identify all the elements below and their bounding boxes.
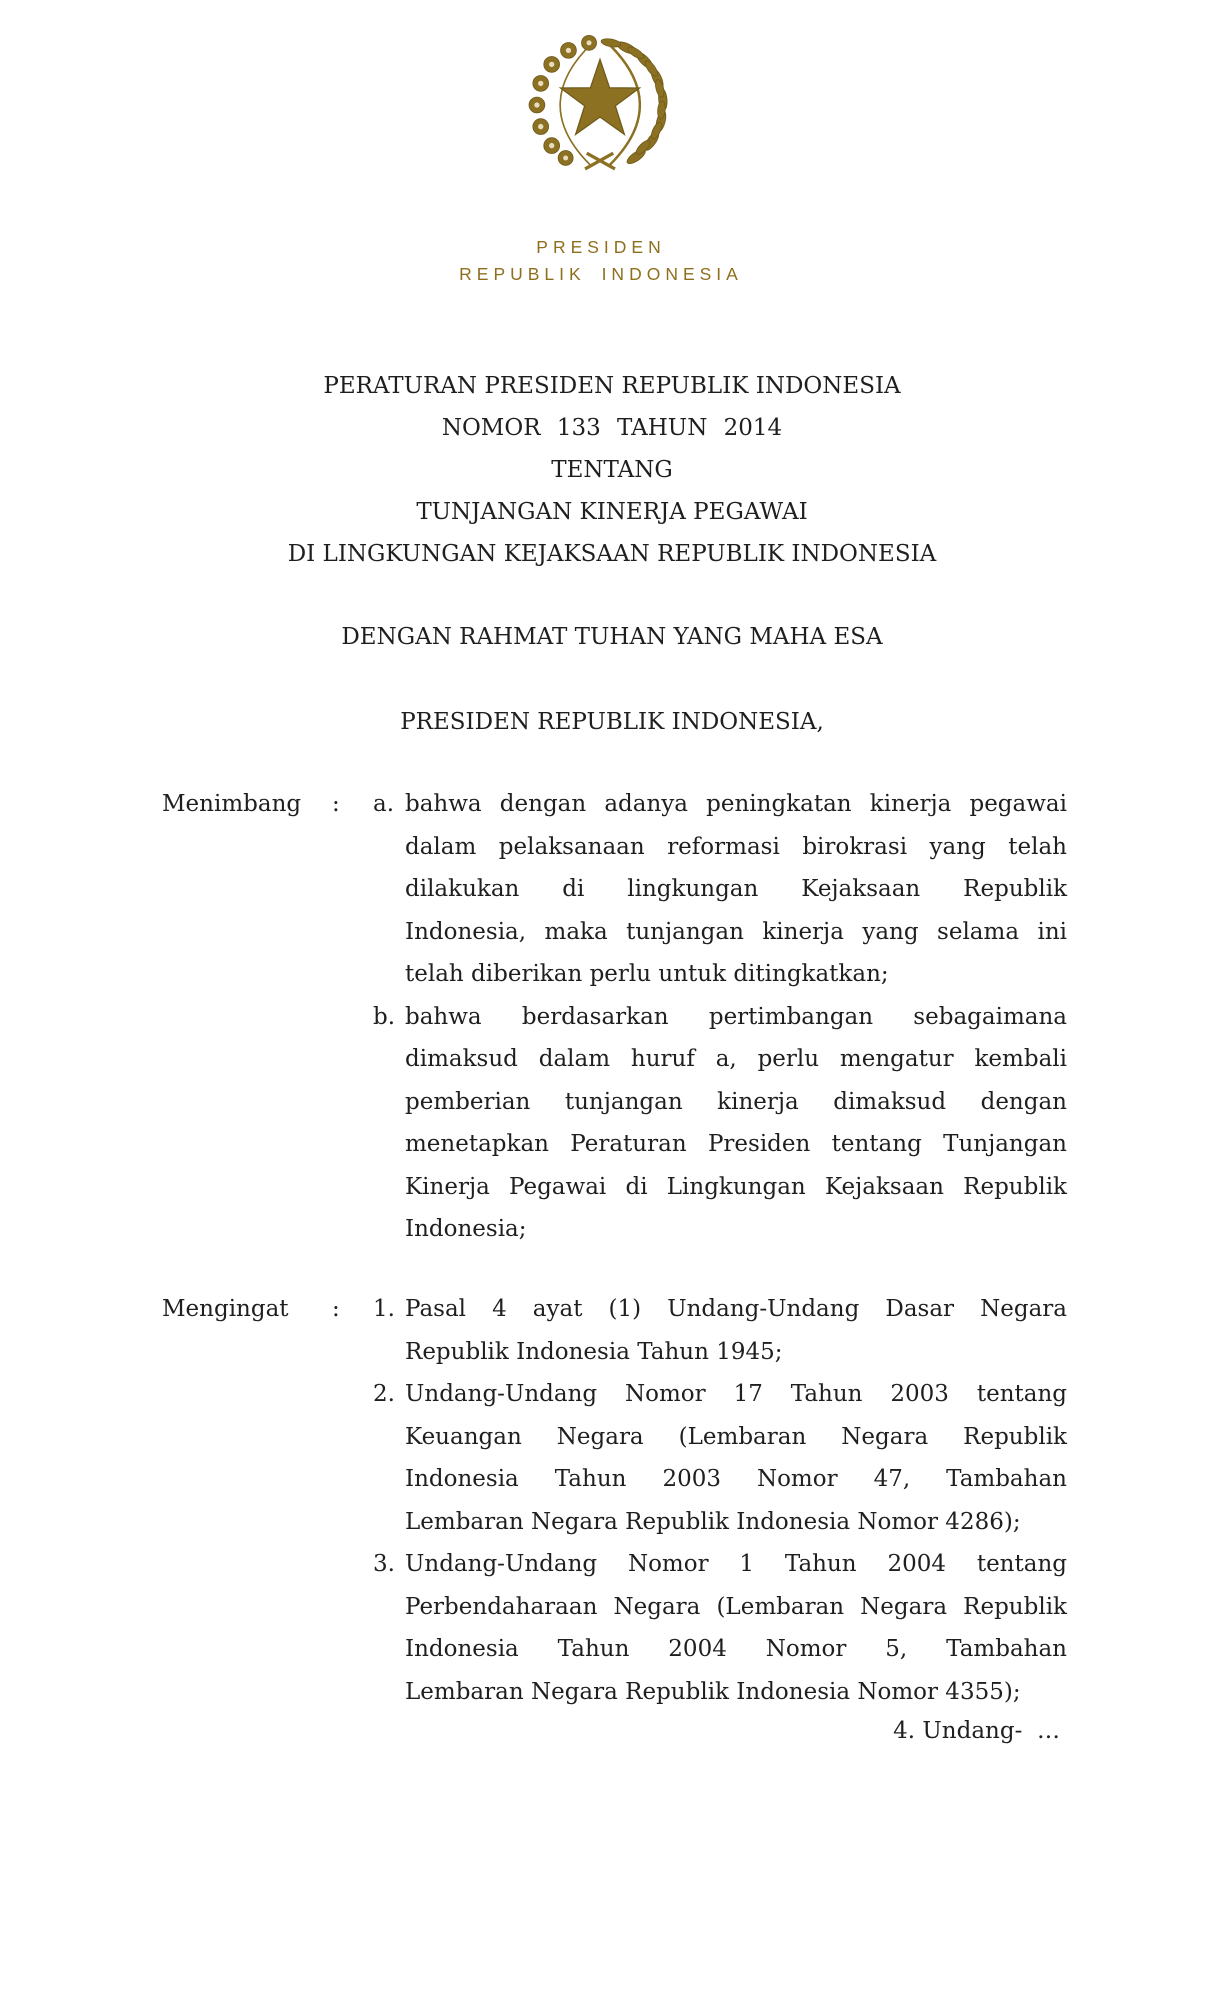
considering-colon: : — [332, 791, 340, 817]
considering-item-b-text: bahwa berdasarkan pertimbangan sebagaimana dimaksud dalam huruf a, perlu mengatur kembali pemberian tunjangan kinerja dimaksud dengan menetapkan Peraturan Presiden tentang Tunjangan Kinerja Pegawai di Lingkungan Kejaksaan Republik Indonesia; — [405, 1003, 1067, 1242]
title-line-subject: TUNJANGAN KINERJA PEGAWAI — [416, 499, 808, 525]
letterhead-presiden: PRESIDEN — [536, 237, 666, 257]
recalling-clause — [162, 1288, 1067, 1713]
spacer — [332, 1373, 373, 1543]
authority-line: PRESIDEN REPUBLIK INDONESIA, — [400, 709, 824, 735]
recalling-item-3-marker: 3. — [373, 1551, 395, 1577]
recalling-item-2-text: Undang-Undang Nomor 17 Tahun 2003 tentang Keuangan Negara (Lembaran Negara Republik Indonesia Tahun 2003 Nomor 47, Tambahan Lembaran Negara Republik Indonesia Nomor 4286); — [405, 1381, 1067, 1535]
invocation-line: DENGAN RAHMAT TUHAN YANG MAHA ESA — [341, 624, 883, 650]
letterhead-republik-indonesia: REPUBLIK INDONESIA — [459, 264, 743, 284]
recalling-item-3-text: Undang-Undang Nomor 1 Tahun 2004 tentang Perbendaharaan Negara (Lembaran Negara Republik Indonesia Tahun 2004 Nomor 5, Tambahan Lembaran Negara Republik Indonesia Nomor 4355); — [405, 1551, 1067, 1705]
title-line-nomor: NOMOR 133 TAHUN 2014 — [441, 415, 783, 441]
gold-star — [560, 59, 639, 134]
spacer — [332, 1543, 373, 1713]
recalling-item-1-marker: 1. — [373, 1296, 395, 1322]
title-line-tentang: TENTANG — [551, 457, 673, 483]
recalling-item-1-text: Pasal 4 ayat (1) Undang-Undang Dasar Negara Republik Indonesia Tahun 1945; — [405, 1296, 1067, 1365]
considering-clause — [162, 783, 1067, 1251]
title-line-scope: DI LINGKUNGAN KEJAKSAAN REPUBLIK INDONESIA — [287, 541, 937, 567]
recalling-colon: : — [332, 1296, 340, 1322]
presidential-emblem-icon — [517, 30, 683, 180]
considering-label: Menimbang — [162, 791, 302, 817]
recalling-item-2-marker: 2. — [373, 1381, 395, 1407]
considering-item-a-marker: a. — [373, 791, 395, 817]
title-line-peraturan: PERATURAN PRESIDEN REPUBLIK INDONESIA — [323, 373, 901, 399]
title-block — [0, 365, 1224, 575]
considering-item-a-text: bahwa dengan adanya peningkatan kinerja pegawai dalam pelaksanaan reformasi birokrasi yang telah dilakukan di lingkungan Kejaksaan Republik Indonesia, maka tunjangan kinerja yang selama ini telah diberikan perlu untuk ditingkatkan; — [405, 791, 1067, 987]
spacer — [162, 1543, 332, 1713]
recalling-label: Mengingat — [162, 1296, 289, 1322]
spacer — [332, 996, 373, 1251]
spacer — [162, 996, 332, 1251]
spacer — [162, 1373, 332, 1543]
considering-item-b-marker: b. — [373, 1003, 396, 1030]
catchword: 4. Undang- … — [893, 1718, 1060, 1744]
